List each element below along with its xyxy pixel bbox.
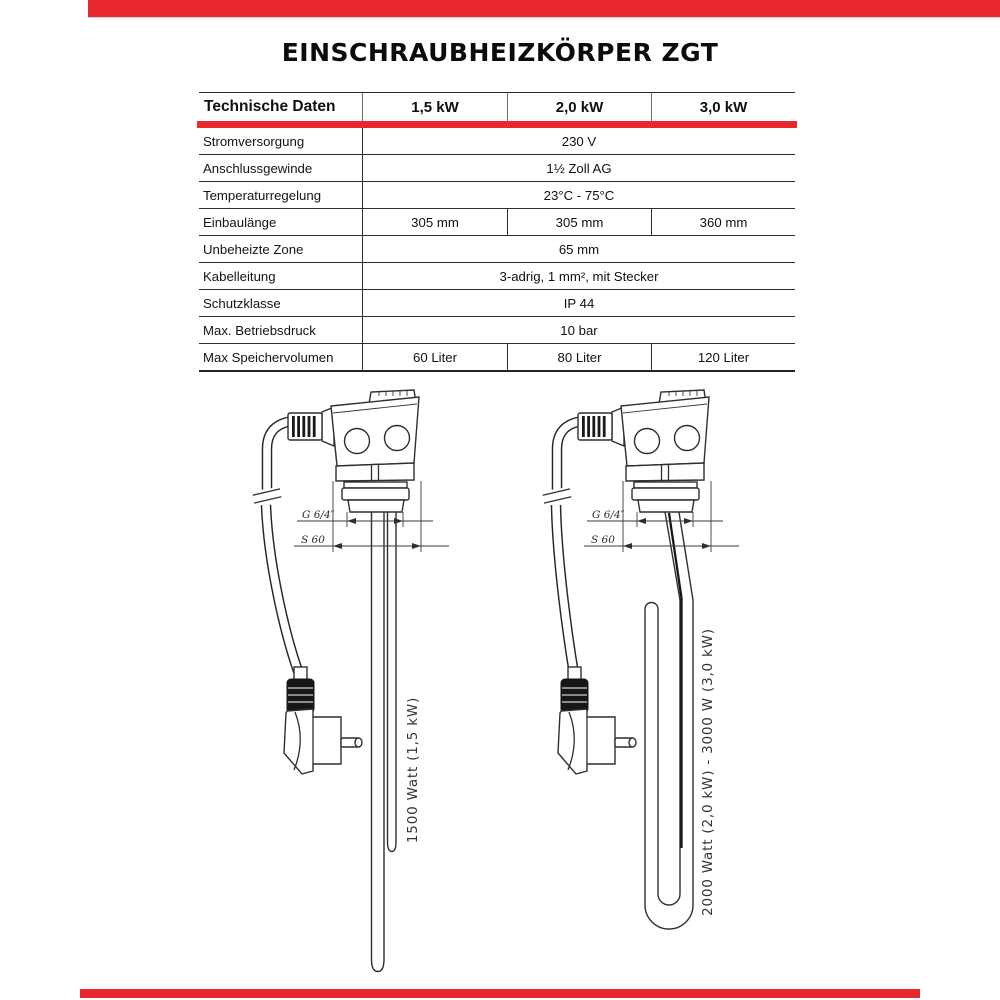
row-label: Schutzklasse <box>203 295 281 311</box>
header-label: Technische Daten <box>204 98 336 115</box>
left-heating-tubes <box>372 506 397 972</box>
bushing-top <box>344 482 407 488</box>
row-value: 3-adrig, 1 mm², mit Stecker <box>362 263 795 289</box>
cable-break-symbol <box>252 487 282 504</box>
row-label: Temperaturregelung <box>203 187 322 203</box>
left-cable-lower <box>266 505 299 674</box>
row-label: Anschlussgewinde <box>203 160 313 176</box>
right-element-caption: 2000 Watt (2,0 kW) - 3000 W (3,0 kW) <box>700 628 716 916</box>
row-label: Einbaulänge <box>203 214 277 230</box>
row-value: 10 bar <box>362 317 795 343</box>
thread-dimension-label: G 6/4″ <box>302 509 335 521</box>
row-value: IP 44 <box>362 290 795 316</box>
row-value: 23°C - 75°C <box>362 182 795 208</box>
row-value: 230 V <box>362 128 795 154</box>
head-flange <box>336 463 414 481</box>
row-value: 65 mm <box>362 236 795 262</box>
right-heating-u-tube <box>645 506 693 929</box>
left-element-caption: 1500 Watt (1,5 kW) <box>405 696 421 844</box>
head-knob <box>385 426 410 451</box>
row-label: Unbeheizte Zone <box>203 241 304 257</box>
row-label: Stromversorgung <box>203 133 305 149</box>
hex-nut <box>342 488 409 500</box>
bottom-red-bar <box>80 989 920 998</box>
plug-strain-relief <box>287 679 314 713</box>
header-col-1: 1,5 kW <box>362 93 507 121</box>
row-label: Max Speichervolumen <box>203 349 334 365</box>
row-value: 80 Liter <box>507 344 651 370</box>
thread-neck <box>348 500 404 512</box>
wrench-dimension-label: S 60 <box>301 534 325 546</box>
row-value: 305 mm <box>362 209 507 235</box>
row-value: 60 Liter <box>362 344 507 370</box>
row-value: 305 mm <box>507 209 651 235</box>
row-value: 120 Liter <box>651 344 795 370</box>
right-cable-lower <box>556 505 574 674</box>
row-value: 360 mm <box>651 209 795 235</box>
row-label: Max. Betriebsdruck <box>203 322 316 338</box>
power-plug <box>284 667 362 774</box>
head-knob <box>345 429 370 454</box>
row-value: 1½ Zoll AG <box>362 155 795 181</box>
plug-collar <box>294 667 307 680</box>
page-title: EINSCHRAUBHEIZKÖRPER ZGT <box>281 38 719 67</box>
thermostat-head-assembly <box>252 390 449 552</box>
row-label: Kabelleitung <box>203 268 276 284</box>
header-col-2: 2,0 kW <box>507 93 651 121</box>
header-col-3: 3,0 kW <box>651 93 795 121</box>
